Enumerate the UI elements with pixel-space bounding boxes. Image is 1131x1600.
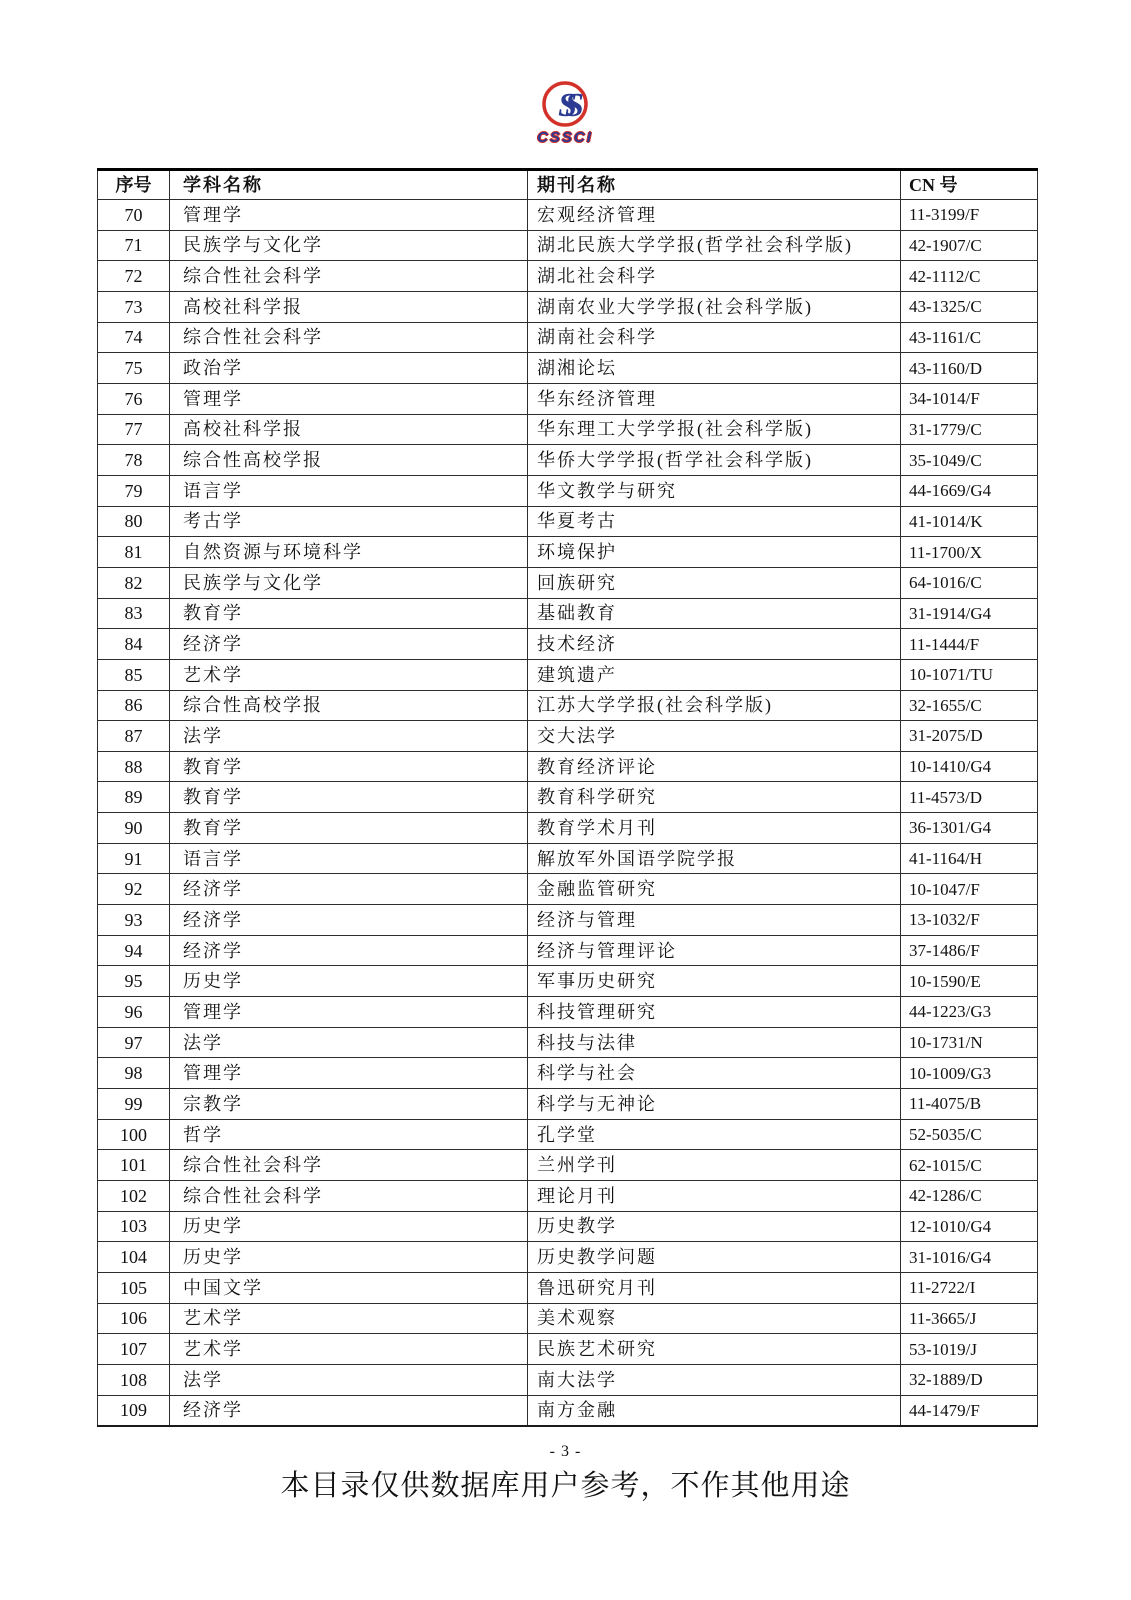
row-no: 83: [98, 598, 170, 629]
row-discipline: 民族学与文化学: [170, 230, 528, 261]
row-discipline: 考古学: [170, 506, 528, 537]
row-discipline: 历史学: [170, 1211, 528, 1242]
row-discipline: 宗教学: [170, 1089, 528, 1120]
table-row: [98, 1119, 1038, 1150]
row-journal: 教育科学研究: [528, 782, 901, 813]
table-row: [98, 659, 1038, 690]
table-row: [98, 322, 1038, 353]
row-no: 92: [98, 874, 170, 905]
row-journal: 基础教育: [528, 598, 901, 629]
cssci-logo: [505, 80, 625, 146]
row-no: 107: [98, 1334, 170, 1365]
row-discipline: 艺术学: [170, 659, 528, 690]
row-journal: 华文教学与研究: [528, 475, 901, 506]
row-cn: 11-4573/D: [901, 782, 1038, 813]
row-cn: 44-1669/G4: [901, 475, 1038, 506]
row-no: 73: [98, 291, 170, 322]
row-discipline: 民族学与文化学: [170, 567, 528, 598]
row-discipline: 管理学: [170, 997, 528, 1028]
row-no: 84: [98, 629, 170, 660]
row-no: 108: [98, 1364, 170, 1395]
row-discipline: 法学: [170, 1364, 528, 1395]
row-no: 103: [98, 1211, 170, 1242]
row-discipline: 自然资源与环境科学: [170, 537, 528, 568]
row-journal: 科技与法律: [528, 1027, 901, 1058]
row-no: 80: [98, 506, 170, 537]
row-discipline: 经济学: [170, 874, 528, 905]
row-discipline: 综合性社会科学: [170, 261, 528, 292]
row-no: 99: [98, 1089, 170, 1120]
table-row: [98, 1089, 1038, 1120]
row-journal: 金融监管研究: [528, 874, 901, 905]
table-row: [98, 874, 1038, 905]
disclaimer-text: 本目录仅供数据库用户参考，不作其他用途: [280, 1470, 851, 1502]
table-row: [98, 567, 1038, 598]
table-row: [98, 721, 1038, 752]
table-row: [98, 383, 1038, 414]
table-row: [98, 1303, 1038, 1334]
table-row: [98, 843, 1038, 874]
row-cn: 42-1286/C: [901, 1181, 1038, 1212]
row-no: 94: [98, 935, 170, 966]
row-no: 101: [98, 1150, 170, 1181]
row-discipline: 综合性社会科学: [170, 322, 528, 353]
row-cn: 41-1014/K: [901, 506, 1038, 537]
row-journal: 湖南社会科学: [528, 322, 901, 353]
page-number: - 3 -: [549, 1443, 582, 1460]
row-no: 90: [98, 813, 170, 844]
row-cn: 44-1479/F: [901, 1395, 1038, 1426]
row-cn: 12-1010/G4: [901, 1211, 1038, 1242]
row-discipline: 历史学: [170, 966, 528, 997]
table-row: [98, 261, 1038, 292]
table-row: [98, 1395, 1038, 1426]
header-cn: CN 号: [901, 170, 1038, 200]
row-no: 97: [98, 1027, 170, 1058]
row-no: 79: [98, 475, 170, 506]
row-no: 72: [98, 261, 170, 292]
table-row: [98, 1272, 1038, 1303]
table-row: [98, 445, 1038, 476]
row-cn: 52-5035/C: [901, 1119, 1038, 1150]
row-cn: 10-1047/F: [901, 874, 1038, 905]
row-cn: 31-2075/D: [901, 721, 1038, 752]
row-journal: 解放军外国语学院学报: [528, 843, 901, 874]
table-row: [98, 1364, 1038, 1395]
table-row: [98, 1150, 1038, 1181]
journal-directory-table: [97, 168, 1038, 1427]
row-journal: 经济与管理: [528, 905, 901, 936]
table-row: [98, 629, 1038, 660]
row-cn: 44-1223/G3: [901, 997, 1038, 1028]
row-cn: 10-1071/TU: [901, 659, 1038, 690]
row-journal: 技术经济: [528, 629, 901, 660]
row-discipline: 高校社科学报: [170, 291, 528, 322]
row-discipline: 经济学: [170, 1395, 528, 1426]
table-row: [98, 200, 1038, 231]
row-discipline: 综合性社会科学: [170, 1181, 528, 1212]
header-journal: 期刊名称: [528, 170, 901, 200]
row-cn: 32-1889/D: [901, 1364, 1038, 1395]
row-no: 96: [98, 997, 170, 1028]
row-discipline: 教育学: [170, 751, 528, 782]
row-discipline: 语言学: [170, 475, 528, 506]
row-journal: 孔学堂: [528, 1119, 901, 1150]
row-journal: 理论月刊: [528, 1181, 901, 1212]
table-row: [98, 966, 1038, 997]
row-journal: 环境保护: [528, 537, 901, 568]
row-cn: 62-1015/C: [901, 1150, 1038, 1181]
row-discipline: 经济学: [170, 905, 528, 936]
row-cn: 64-1016/C: [901, 567, 1038, 598]
row-no: 89: [98, 782, 170, 813]
row-no: 78: [98, 445, 170, 476]
row-no: 100: [98, 1119, 170, 1150]
row-cn: 36-1301/G4: [901, 813, 1038, 844]
row-cn: 53-1019/J: [901, 1334, 1038, 1365]
row-cn: 10-1731/N: [901, 1027, 1038, 1058]
table-row: [98, 782, 1038, 813]
row-journal: 历史教学问题: [528, 1242, 901, 1273]
table-row: [98, 1181, 1038, 1212]
table-row: [98, 1027, 1038, 1058]
row-journal: 湖北民族大学学报(哲学社会科学版): [528, 230, 901, 261]
row-no: 75: [98, 353, 170, 384]
row-no: 105: [98, 1272, 170, 1303]
row-journal: 华东理工大学学报(社会科学版): [528, 414, 901, 445]
row-no: 109: [98, 1395, 170, 1426]
row-no: 86: [98, 690, 170, 721]
row-cn: 13-1032/F: [901, 905, 1038, 936]
row-cn: 43-1160/D: [901, 353, 1038, 384]
table-row: [98, 1334, 1038, 1365]
row-discipline: 综合性社会科学: [170, 1150, 528, 1181]
row-discipline: 综合性高校学报: [170, 690, 528, 721]
table-row: [98, 230, 1038, 261]
row-discipline: 经济学: [170, 935, 528, 966]
row-journal: 湖北社会科学: [528, 261, 901, 292]
row-cn: 31-1914/G4: [901, 598, 1038, 629]
row-discipline: 教育学: [170, 782, 528, 813]
row-no: 70: [98, 200, 170, 231]
table-row: [98, 690, 1038, 721]
row-no: 71: [98, 230, 170, 261]
row-cn: 11-3665/J: [901, 1303, 1038, 1334]
table-row: [98, 414, 1038, 445]
table-row: [98, 1242, 1038, 1273]
row-journal: 教育学术月刊: [528, 813, 901, 844]
journal-table-body: [98, 200, 1038, 1427]
row-cn: 41-1164/H: [901, 843, 1038, 874]
row-cn: 11-3199/F: [901, 200, 1038, 231]
table-header: [98, 170, 1038, 200]
row-journal: 华侨大学学报(哲学社会科学版): [528, 445, 901, 476]
row-journal: 科学与社会: [528, 1058, 901, 1089]
row-cn: 35-1049/C: [901, 445, 1038, 476]
table-row: [98, 813, 1038, 844]
row-cn: 11-4075/B: [901, 1089, 1038, 1120]
row-journal: 兰州学刊: [528, 1150, 901, 1181]
row-no: 77: [98, 414, 170, 445]
row-cn: 31-1779/C: [901, 414, 1038, 445]
row-discipline: 管理学: [170, 200, 528, 231]
row-journal: 湖湘论坛: [528, 353, 901, 384]
row-discipline: 管理学: [170, 383, 528, 414]
row-journal: 鲁迅研究月刊: [528, 1272, 901, 1303]
row-cn: 42-1907/C: [901, 230, 1038, 261]
row-discipline: 法学: [170, 721, 528, 752]
row-no: 88: [98, 751, 170, 782]
row-no: 74: [98, 322, 170, 353]
row-cn: 43-1161/C: [901, 322, 1038, 353]
row-discipline: 高校社科学报: [170, 414, 528, 445]
table-row: [98, 291, 1038, 322]
row-no: 82: [98, 567, 170, 598]
row-cn: 10-1410/G4: [901, 751, 1038, 782]
row-journal: 科技管理研究: [528, 997, 901, 1028]
table-row: [98, 475, 1038, 506]
row-journal: 民族艺术研究: [528, 1334, 901, 1365]
table-header-row: [98, 170, 1038, 200]
row-discipline: 管理学: [170, 1058, 528, 1089]
row-cn: 37-1486/F: [901, 935, 1038, 966]
row-discipline: 综合性高校学报: [170, 445, 528, 476]
row-cn: 11-2722/I: [901, 1272, 1038, 1303]
row-no: 87: [98, 721, 170, 752]
row-no: 93: [98, 905, 170, 936]
table-row: [98, 1211, 1038, 1242]
row-no: 95: [98, 966, 170, 997]
logo-wordmark: CSSCI: [537, 129, 593, 146]
row-journal: 军事历史研究: [528, 966, 901, 997]
row-journal: 经济与管理评论: [528, 935, 901, 966]
row-journal: 美术观察: [528, 1303, 901, 1334]
row-journal: 教育经济评论: [528, 751, 901, 782]
row-journal: 建筑遗产: [528, 659, 901, 690]
row-discipline: 语言学: [170, 843, 528, 874]
row-journal: 华夏考古: [528, 506, 901, 537]
row-journal: 南方金融: [528, 1395, 901, 1426]
row-journal: 江苏大学学报(社会科学版): [528, 690, 901, 721]
table-row: [98, 935, 1038, 966]
header-no: 序号: [98, 170, 170, 200]
row-no: 81: [98, 537, 170, 568]
table-row: [98, 997, 1038, 1028]
row-no: 91: [98, 843, 170, 874]
row-no: 102: [98, 1181, 170, 1212]
row-no: 76: [98, 383, 170, 414]
row-discipline: 政治学: [170, 353, 528, 384]
row-journal: 科学与无神论: [528, 1089, 901, 1120]
cssci-logo-mark: [510, 80, 620, 128]
row-discipline: 艺术学: [170, 1334, 528, 1365]
row-journal: 回族研究: [528, 567, 901, 598]
table-row: [98, 506, 1038, 537]
row-discipline: 哲学: [170, 1119, 528, 1150]
row-discipline: 经济学: [170, 629, 528, 660]
row-no: 104: [98, 1242, 170, 1273]
row-journal: 历史教学: [528, 1211, 901, 1242]
row-cn: 10-1590/E: [901, 966, 1038, 997]
row-discipline: 中国文学: [170, 1272, 528, 1303]
row-journal: 华东经济管理: [528, 383, 901, 414]
row-discipline: 历史学: [170, 1242, 528, 1273]
table-row: [98, 905, 1038, 936]
table-row: [98, 537, 1038, 568]
row-cn: 11-1700/X: [901, 537, 1038, 568]
row-cn: 10-1009/G3: [901, 1058, 1038, 1089]
row-cn: 42-1112/C: [901, 261, 1038, 292]
row-journal: 南大法学: [528, 1364, 901, 1395]
row-cn: 43-1325/C: [901, 291, 1038, 322]
header-discipline: 学科名称: [170, 170, 528, 200]
row-cn: 34-1014/F: [901, 383, 1038, 414]
row-discipline: 法学: [170, 1027, 528, 1058]
row-cn: 31-1016/G4: [901, 1242, 1038, 1273]
row-no: 85: [98, 659, 170, 690]
row-discipline: 教育学: [170, 598, 528, 629]
row-discipline: 教育学: [170, 813, 528, 844]
row-cn: 32-1655/C: [901, 690, 1038, 721]
table-row: [98, 598, 1038, 629]
row-discipline: 艺术学: [170, 1303, 528, 1334]
row-journal: 湖南农业大学学报(社会科学版): [528, 291, 901, 322]
table-row: [98, 1058, 1038, 1089]
row-no: 106: [98, 1303, 170, 1334]
row-journal: 宏观经济管理: [528, 200, 901, 231]
table-row: [98, 751, 1038, 782]
row-cn: 11-1444/F: [901, 629, 1038, 660]
table-row: [98, 353, 1038, 384]
row-journal: 交大法学: [528, 721, 901, 752]
row-no: 98: [98, 1058, 170, 1089]
logo-ss-icon: SS: [558, 87, 572, 124]
